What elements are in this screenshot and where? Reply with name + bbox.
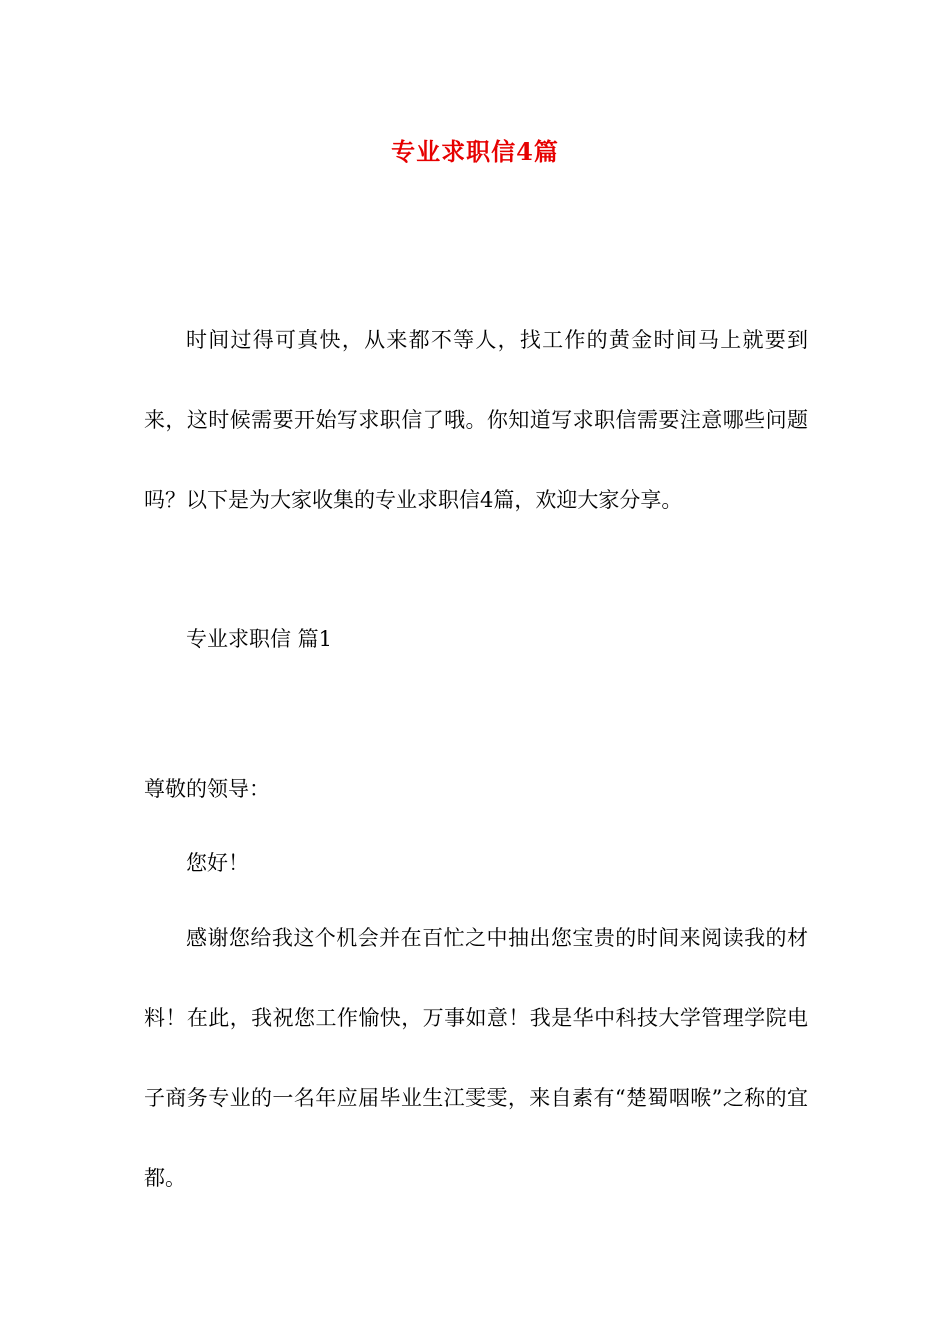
section-heading: 专业求职信 篇1: [186, 627, 333, 651]
intro-paragraph: 时间过得可真快，从来都不等人，找工作的黄金时间马上就要到来，这时候需要开始写求职信了哦。你知道写求职信需要注意哪些问题吗？以下是为大家收集的专业求职信4篇，欢迎大家分享。: [144, 328, 808, 512]
salutation: 尊敬的领导：: [144, 777, 270, 801]
document-title: 专业求职信4篇: [391, 137, 559, 166]
greeting: 您好！: [186, 851, 249, 875]
body-paragraph: 感谢您给我这个机会并在百忙之中抽出您宝贵的时间来阅读我的材料！在此，我祝您工作愉快，万事如意！我是华中科技大学管理学院电子商务专业的一名年应届毕业生江雯雯，来自素有“楚蜀咽喉”之称的宜都。: [144, 926, 808, 1190]
